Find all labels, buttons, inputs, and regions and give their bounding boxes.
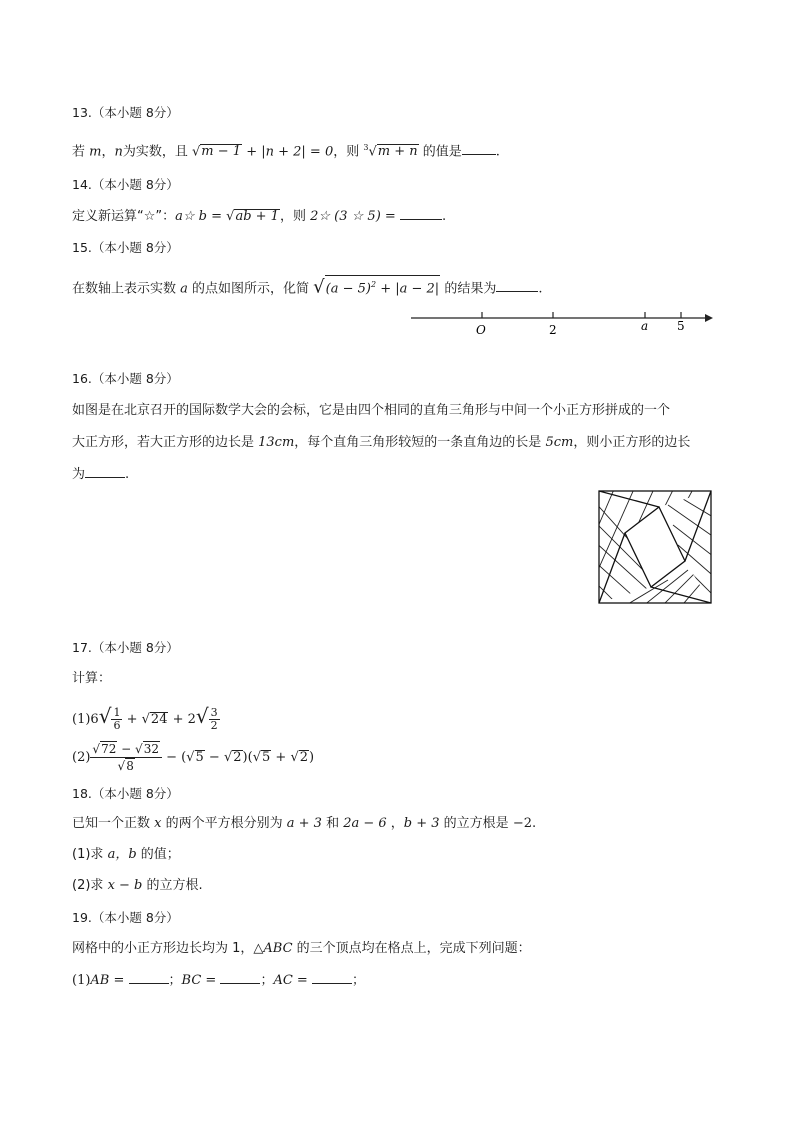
q18-line2: (1)求 a，b 的值； xyxy=(72,847,180,862)
q15-answer-blank xyxy=(496,279,538,292)
edge-3 xyxy=(651,587,711,603)
q13-text: 若 m，n为实数，且 √m − 1 + |n + 2| = 0，则 $^3$√m + n 的值是 . xyxy=(72,143,500,160)
q18-line3: (2)求 x − b 的立方根. xyxy=(72,878,203,893)
q16-line1: 如图是在北京召开的国际数学大会的会标，它是由四个相同的直角三角形与中间一个小正方形拼成的一个 xyxy=(72,403,671,418)
q17-header: 17.（本小题 8分） xyxy=(72,640,179,655)
bc-answer-blank xyxy=(220,971,260,984)
number-line-figure xyxy=(405,306,720,342)
q14-header: 14.（本小题 8分） xyxy=(72,177,179,192)
congress-logo-figure xyxy=(598,490,712,604)
q19-line1: 网格中的小正方形边长均为 1，△ABC 的三个顶点均在格点上，完成下列问题： xyxy=(72,941,531,956)
ac-answer-blank xyxy=(312,971,352,984)
edge-1 xyxy=(599,491,659,507)
q13-header: 13.（本小题 8分） xyxy=(72,105,179,120)
edge-4 xyxy=(599,533,625,603)
label-origin: O xyxy=(476,323,486,337)
q16-line3: 为 . xyxy=(72,467,130,482)
q18-line1: 已知一个正数 x 的两个平方根分别为 a + 3 和 2a − 6 ，b + 3 的立方根是 −2. xyxy=(72,816,537,831)
q15-text: 在数轴上表示实数 a 的点如图所示，化简 $√(a - 5)^2 + |a - 2|$ 的结果为 . xyxy=(72,276,543,298)
q16-header: 16.（本小题 8分） xyxy=(72,371,179,386)
q16-answer-blank xyxy=(85,465,125,478)
q17-part1: (1)6√ $\frac{1}{6}$ + √24 + 2√ $\frac{3}{2}$ xyxy=(72,704,218,732)
q17-intro: 计算： xyxy=(72,671,112,686)
arrow-head-icon xyxy=(705,314,713,322)
q15-header: 15.（本小题 8分） xyxy=(72,240,179,255)
inner-square xyxy=(625,507,685,587)
q17-part2: (2) $\frac{√72 - √32}{√8}$ − (√5 − √2)(√5 + √2) xyxy=(72,742,315,773)
q19-line2: (1)AB = ；BC = ；AC = ； xyxy=(72,973,365,988)
label-a: a xyxy=(641,319,649,333)
q14-text: 定义新运算“☆”：a☆ b = √ab + 1，则 2☆ (3 ☆ 5) = . xyxy=(72,209,447,224)
edge-2 xyxy=(685,491,711,561)
label-2: 2 xyxy=(549,323,557,337)
ab-answer-blank xyxy=(129,971,169,984)
label-5: 5 xyxy=(677,319,685,333)
q14-answer-blank xyxy=(400,207,442,220)
q18-header: 18.（本小题 8分） xyxy=(72,786,179,801)
q13-answer-blank xyxy=(462,142,496,155)
q16-line2: 大正方形，若大正方形的边长是 13cm，每个直角三角形较短的一条直角边的长是 5cm，则小正方形的边长 xyxy=(72,435,691,450)
q19-header: 19.（本小题 8分） xyxy=(72,910,179,925)
